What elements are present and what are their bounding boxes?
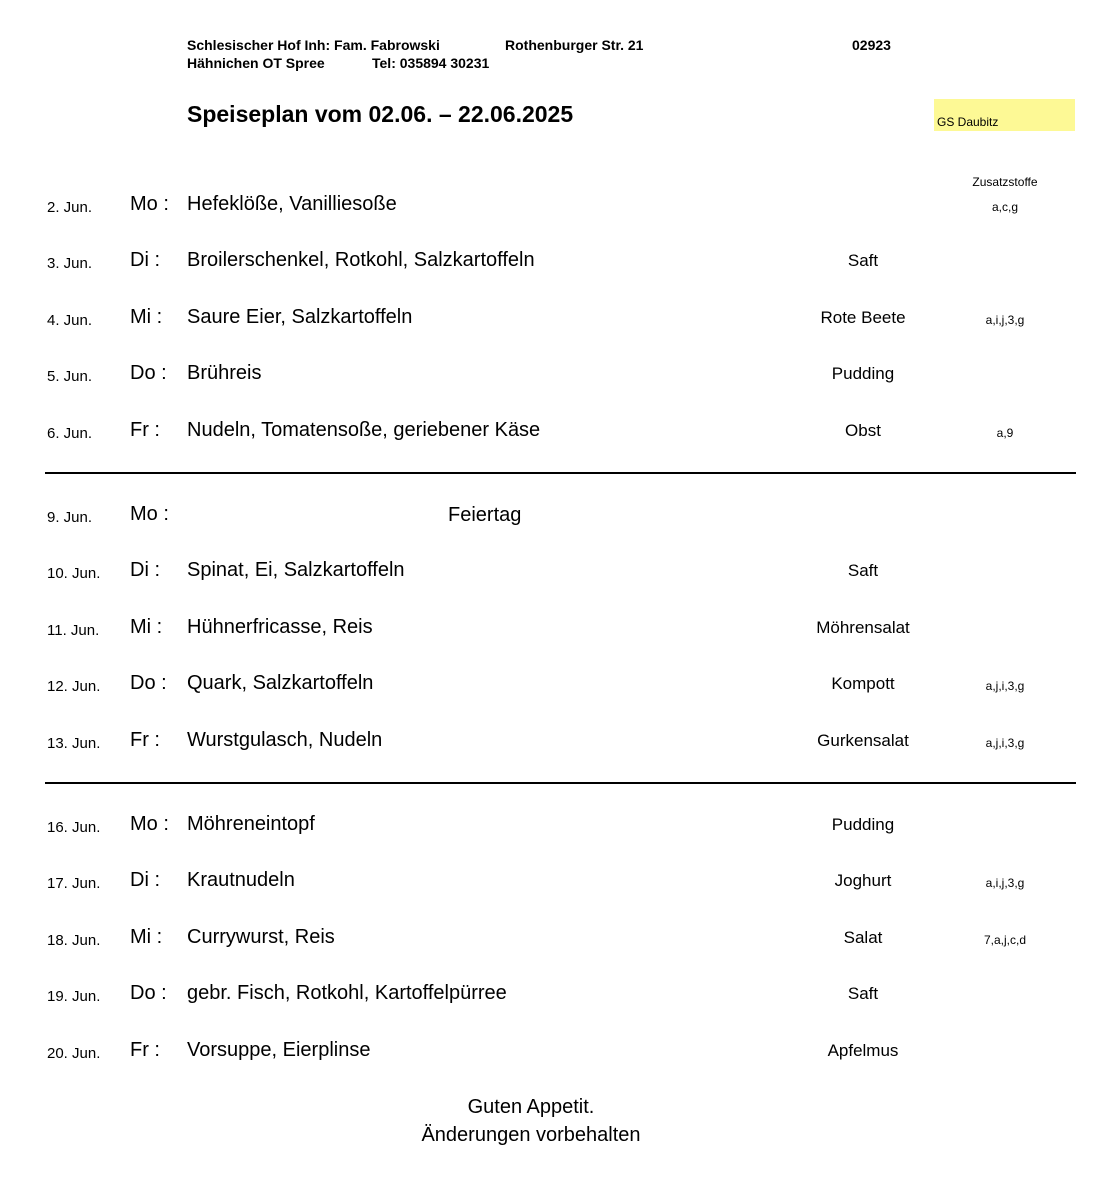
row-date: 2. Jun.: [47, 199, 93, 216]
row-weekday: Mo :: [130, 193, 169, 215]
row-date: 17. Jun.: [47, 875, 101, 893]
row-date: 16. Jun.: [47, 819, 101, 836]
row-meal: Spinat, Ei, Salzkartoffeln: [187, 559, 405, 582]
row-date: 12. Jun.: [47, 678, 101, 696]
row-meal: Hefeklöße, Vanilliesoße: [187, 193, 397, 215]
row-weekday: Di :: [130, 249, 160, 272]
row-date: 10. Jun.: [47, 565, 101, 583]
row-additives: a,i,j,3,g: [985, 312, 1025, 327]
row-meal: Currywurst, Reis: [187, 925, 335, 948]
row-meal: Wurstgulasch, Nudeln: [187, 728, 383, 751]
row-side-dish: Rote Beete: [820, 307, 906, 327]
row-date: 4. Jun.: [47, 311, 93, 329]
row-date: 6. Jun.: [47, 424, 93, 442]
row-date: 18. Jun.: [47, 931, 101, 949]
footer-greeting: Guten Appetit.: [467, 1096, 595, 1118]
footer-note: Änderungen vorbehalten: [421, 1124, 641, 1146]
row-weekday: Do :: [130, 362, 167, 385]
row-meal: gebr. Fisch, Rotkohl, Kartoffelpürree: [187, 982, 507, 1005]
row-meal: Möhreneintopf: [187, 813, 315, 835]
row-meal: Quark, Salzkartoffeln: [187, 672, 374, 695]
row-weekday: Mo :: [130, 503, 169, 525]
header-phone: Tel: 035894 30231: [372, 55, 490, 71]
row-side-dish: Gurkensalat: [817, 730, 909, 750]
row-additives: a,c,g: [991, 200, 1018, 214]
row-weekday: Fr :: [130, 1038, 160, 1061]
week-divider: [45, 782, 1076, 784]
row-weekday: Di :: [130, 869, 160, 892]
row-weekday: Mi :: [130, 615, 163, 638]
row-weekday: Do :: [130, 672, 167, 695]
row-weekday: Mi :: [130, 305, 163, 328]
row-additives: a,9: [996, 425, 1014, 440]
row-meal: Hühnerfricasse, Reis: [187, 615, 373, 638]
row-side-dish: Salat: [843, 927, 883, 947]
row-additives: a,j,i,3,g: [985, 679, 1025, 694]
row-date: 11. Jun.: [47, 621, 100, 639]
row-meal: Saure Eier, Salzkartoffeln: [187, 305, 413, 328]
row-meal-holiday: Feiertag: [448, 504, 522, 526]
header-restaurant: Schlesischer Hof Inh: Fam. Fabrowski: [187, 37, 440, 53]
row-weekday: Fr :: [130, 418, 160, 441]
row-side-dish: Möhrensalat: [816, 617, 910, 637]
header-postcode: 02923: [852, 37, 891, 53]
row-meal: Broilerschenkel, Rotkohl, Salzkartoffeln: [187, 249, 535, 272]
header-town: Hähnichen OT Spree: [187, 55, 325, 71]
row-side-dish: Kompott: [831, 674, 895, 694]
row-weekday: Di :: [130, 559, 160, 582]
additives-header: Zusatzstoffe: [972, 175, 1038, 189]
row-date: 19. Jun.: [47, 988, 101, 1006]
row-meal: Nudeln, Tomatensoße, geriebener Käse: [187, 418, 541, 441]
header-street: Rothenburger Str. 21: [505, 37, 644, 53]
row-meal: Brühreis: [187, 362, 262, 385]
row-date: 3. Jun.: [47, 255, 93, 273]
row-side-dish: Saft: [847, 984, 879, 1004]
row-weekday: Mi :: [130, 925, 163, 948]
row-side-dish: Obst: [845, 420, 881, 440]
row-meal: Krautnudeln: [187, 869, 295, 892]
row-date: 20. Jun.: [47, 1044, 101, 1062]
row-meal: Vorsuppe, Eierplinse: [187, 1038, 371, 1061]
row-additives: a,i,j,3,g: [985, 876, 1025, 891]
row-date: 13. Jun.: [47, 734, 101, 752]
row-additives: a,j,i,3,g: [985, 735, 1025, 750]
row-side-dish: Saft: [847, 561, 879, 581]
school-label: [934, 99, 1075, 131]
row-side-dish: Joghurt: [834, 871, 892, 891]
row-side-dish: Pudding: [831, 364, 895, 384]
row-side-dish: Apfelmus: [827, 1040, 899, 1060]
row-weekday: Fr :: [130, 728, 160, 751]
page-title: Speiseplan vom 02.06. – 22.06.2025: [187, 101, 574, 127]
week-divider: [45, 472, 1076, 474]
row-side-dish: Pudding: [831, 815, 895, 834]
row-date: 5. Jun.: [47, 368, 93, 386]
row-date: 9. Jun.: [47, 509, 93, 526]
row-weekday: Do :: [130, 982, 167, 1005]
school-name: GS Daubitz: [937, 115, 999, 129]
row-side-dish: Saft: [847, 251, 879, 271]
row-weekday: Mo :: [130, 813, 169, 835]
row-additives: 7,a,j,c,d: [983, 932, 1027, 947]
